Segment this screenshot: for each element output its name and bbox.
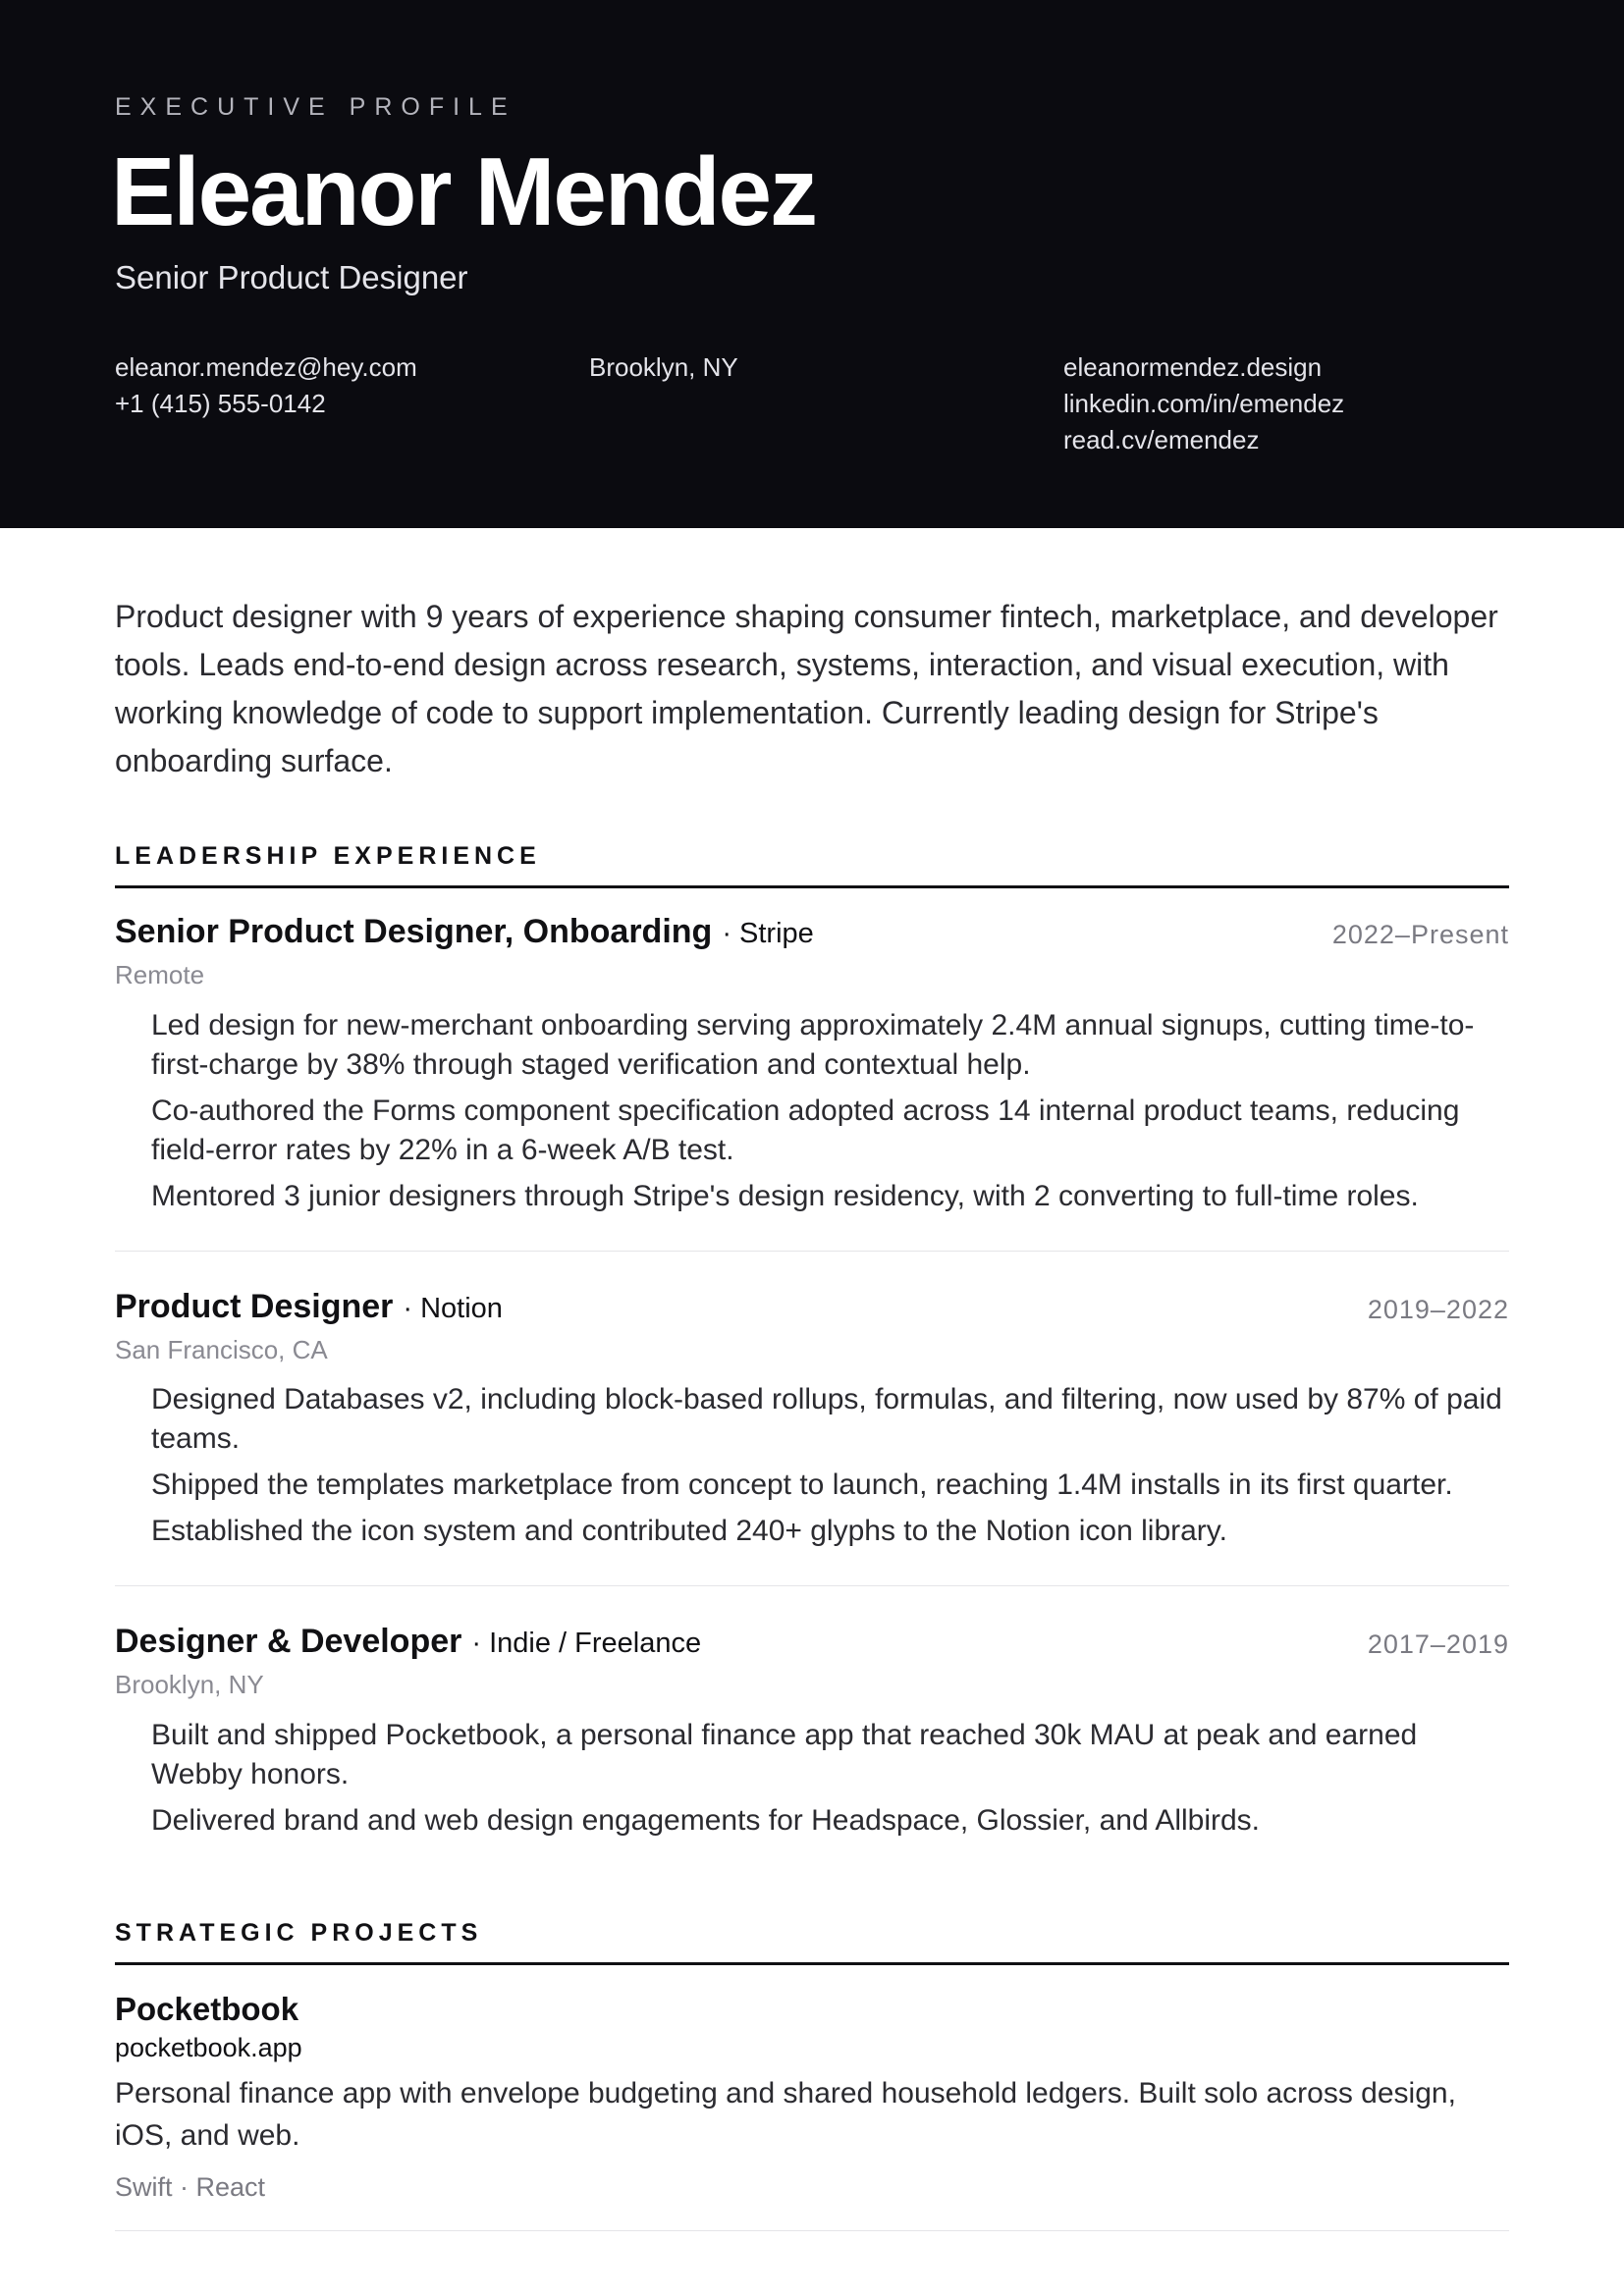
candidate-role: Senior Product Designer	[115, 259, 468, 295]
list-item: Led design for new-merchant onboarding serving approximately 2.4M annual signups, cutting time-to-first-charge by 38% through staged verification and contextual help.	[151, 1009, 1475, 1081]
section-title-projects: STRATEGIC PROJECTS	[115, 1919, 483, 1947]
list-item: Mentored 3 junior designers through Stripe's design residency, with 2 converting to full-time roles.	[151, 1180, 1419, 1212]
project-name: Pocketbook	[115, 1991, 299, 2027]
job-company: · Indie / Freelance	[471, 1628, 702, 1659]
job-company: · Notion	[403, 1293, 503, 1324]
location-text: Brooklyn, NY	[589, 352, 738, 382]
job-dates: 2022–Present	[1331, 920, 1509, 949]
list-item: Shipped the templates marketplace from concept to launch, reaching 1.4M installs in its first quarter.	[151, 1468, 1453, 1501]
job-title	[115, 1623, 701, 1661]
project-url-link[interactable]: pocketbook.app	[115, 2033, 302, 2062]
list-item: Designed Databases v2, including block-based rollups, formulas, and filtering, now used by 87% of paid teams.	[151, 1383, 1502, 1455]
section-divider	[115, 1962, 1509, 1965]
profile-header	[0, 0, 1624, 528]
section-title-experience: LEADERSHIP EXPERIENCE	[115, 842, 541, 870]
job-location: Remote	[115, 960, 205, 989]
job-dates: 2017–2019	[1367, 1629, 1509, 1659]
list-item: Established the icon system and contributed 240+ glyphs to the Notion icon library.	[151, 1515, 1227, 1547]
project-divider	[115, 2230, 1509, 2231]
job-company: · Stripe	[722, 918, 814, 949]
job-location: Brooklyn, NY	[115, 1670, 264, 1699]
contact-column-primary	[115, 349, 417, 422]
job-title	[115, 1288, 503, 1326]
job-location: San Francisco, CA	[115, 1335, 328, 1364]
website-link[interactable]: eleanormendez.design	[1063, 352, 1323, 382]
job-title	[115, 913, 814, 951]
job-role: Product Designer	[115, 1288, 394, 1325]
section-divider	[115, 885, 1509, 888]
profile-eyebrow: EXECUTIVE PROFILE	[115, 93, 516, 121]
job-bullets	[151, 1380, 1509, 1558]
list-item: Built and shipped Pocketbook, a personal finance app that reached 30k MAU at peak and earned Webby honors.	[151, 1719, 1418, 1790]
contact-column-links	[1063, 349, 1344, 458]
readcv-link[interactable]: read.cv/emendez	[1063, 425, 1260, 454]
job-dates: 2019–2022	[1367, 1295, 1509, 1324]
list-item: Co-authored the Forms component specification adopted across 14 internal product teams, reducing field-error rates by 22% in a 6-week A/B test.	[151, 1095, 1460, 1166]
contact-column-location	[589, 349, 738, 386]
job-role: Designer & Developer	[115, 1623, 462, 1660]
project-tags: Swift · React	[115, 2172, 266, 2202]
profile-summary: Product designer with 9 years of experience shaping consumer fintech, marketplace, and developer tools. Leads end-to-end design across research, systems, interaction, and visual execution, with working knowledge of code to support implementation. Currently leading design for Stripe's onboarding surface.	[115, 599, 1498, 778]
job-divider	[115, 1251, 1509, 1252]
list-item: Delivered brand and web design engagements for Headspace, Glossier, and Allbirds.	[151, 1804, 1261, 1837]
email-link[interactable]: eleanor.mendez@hey.com	[115, 352, 417, 382]
phone-number[interactable]: +1 (415) 555-0142	[115, 389, 326, 418]
linkedin-link[interactable]: linkedin.com/in/emendez	[1063, 389, 1345, 418]
project-description: Personal finance app with envelope budgeting and shared household ledgers. Built solo across design, iOS, and web.	[115, 2077, 1456, 2152]
job-role: Senior Product Designer, Onboarding	[115, 913, 713, 950]
job-divider	[115, 1585, 1509, 1586]
job-bullets	[151, 1716, 1509, 1847]
job-bullets	[151, 1006, 1509, 1223]
candidate-name: Eleanor Mendez	[111, 137, 817, 245]
